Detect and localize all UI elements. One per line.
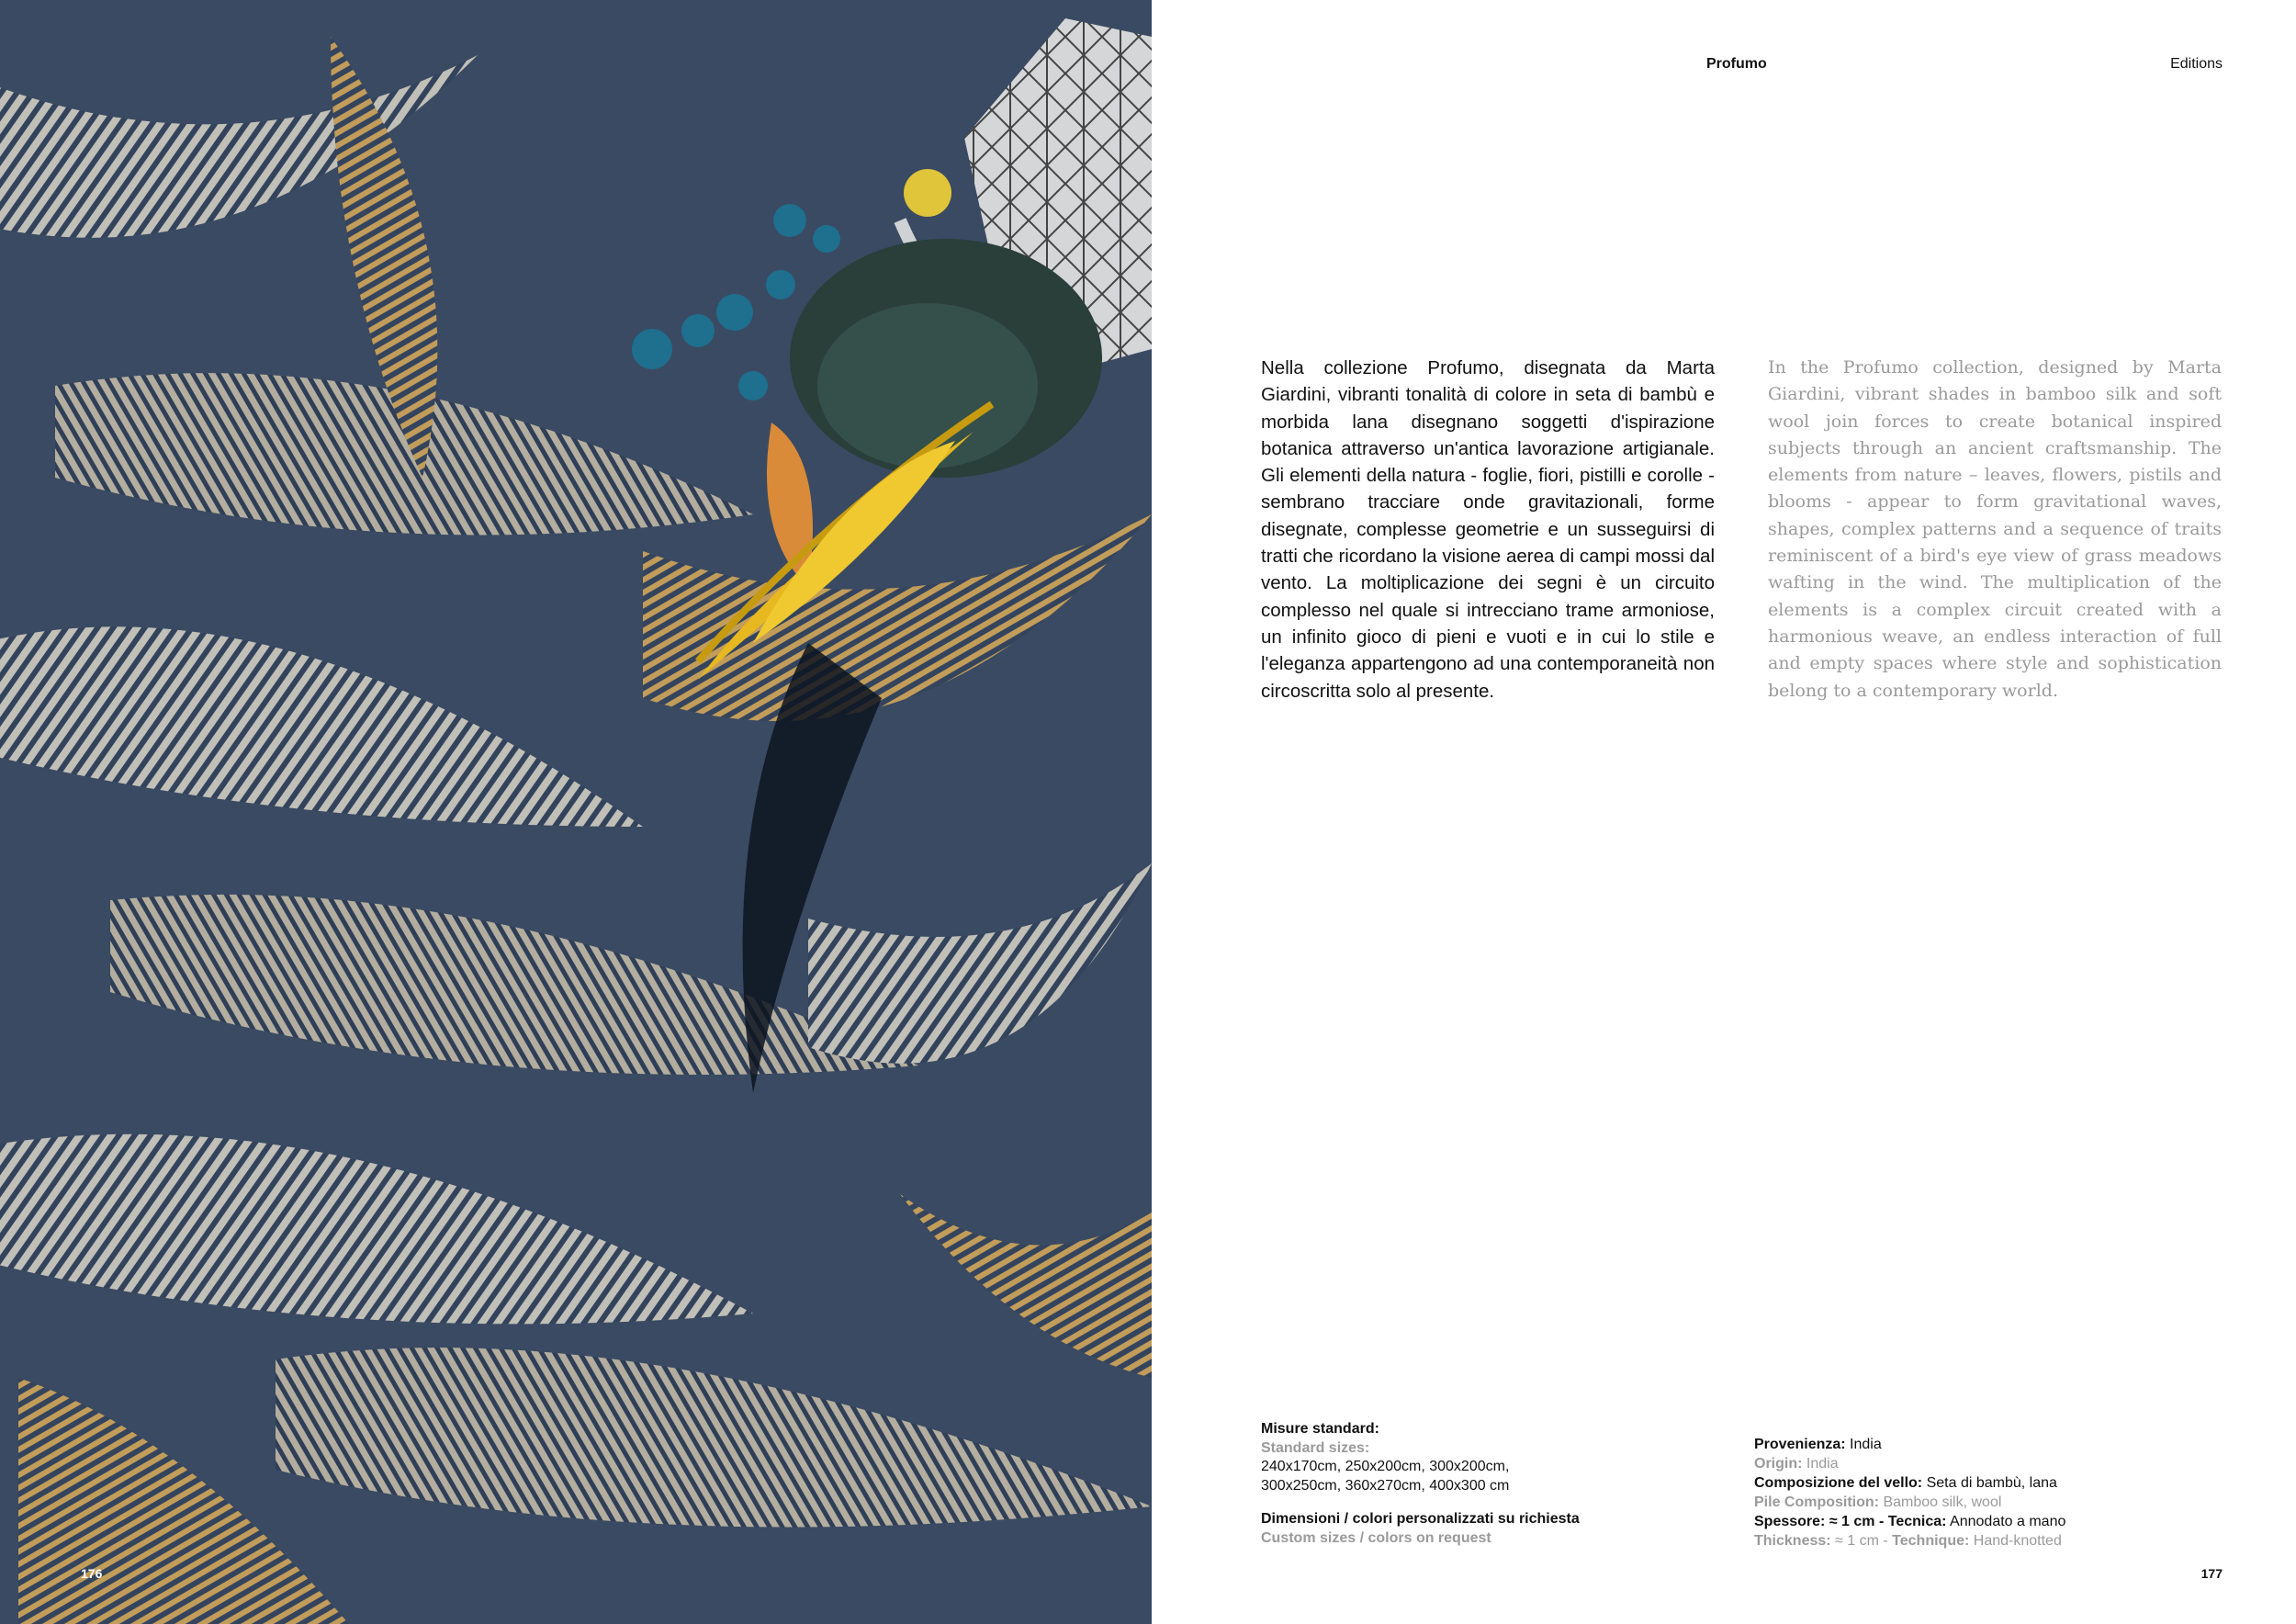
sizes-label-it: Misure standard: bbox=[1261, 1421, 1379, 1437]
specs-material bbox=[1754, 1435, 2232, 1551]
grass-bundle bbox=[790, 239, 1102, 478]
pile-en: Pile Composition: Bamboo silk, wool bbox=[1754, 1494, 2002, 1510]
section-title: Profumo bbox=[1706, 56, 1767, 72]
thickness-technique-en: Thickness: ≈ 1 cm - Technique: Hand-knotted bbox=[1754, 1533, 2062, 1549]
page-number-left: 176 bbox=[81, 1566, 103, 1581]
sizes-line-1: 240x170cm, 250x200cm, 300x200cm, bbox=[1261, 1459, 1510, 1474]
page-number-right: 177 bbox=[2200, 1566, 2223, 1581]
intro-english: In the Profumo collection, designed by Marta Giardini, vibrant shades in bamboo silk and soft wool join forces to create botanical inspired subjects through an ancient craftsmanship. The elements from nature – leaves, flowers, pistils and blooms - appear to form gravitational waves, shapes, complex patterns and a sequence of traits reminiscent of a bird's eye view of grass meadows wafting in the wind. The multiplication of the elements is a complex circuit created with a harmonious weave, an endless interaction of full and empty spaces where style and sophistication belong to a contemporary world. bbox=[1768, 357, 2222, 701]
origin-it: Provenienza: India bbox=[1754, 1437, 1882, 1452]
edition-label: Editions bbox=[2170, 56, 2223, 72]
custom-note-it: Dimensioni / colori personalizzati su richiesta bbox=[1261, 1511, 1580, 1527]
yellow-flower bbox=[904, 169, 951, 217]
custom-note-en: Custom sizes / colors on request bbox=[1261, 1529, 1491, 1546]
sizes-line-2: 300x250cm, 360x270cm, 400x300 cm bbox=[1261, 1477, 1510, 1494]
origin-en: Origin: India bbox=[1754, 1456, 1839, 1472]
specs-sizes bbox=[1261, 1420, 1693, 1548]
thickness-technique-it: Spessore: ≈ 1 cm - Tecnica: Annodato a mano bbox=[1754, 1514, 2066, 1529]
pile-it: Composizione del vello: Seta di bambù, lana bbox=[1754, 1475, 2057, 1491]
sizes-label-en: Standard sizes: bbox=[1261, 1439, 1370, 1456]
intro-italian: Nella collezione Profumo, disegnata da Marta Giardini, vibranti tonalità di colore in seta di bambù e morbida lana disegnano soggetti d'ispirazione botanica attraverso un'antica lavorazione artigianale. Gli elementi della natura - foglie, fiori, pistilli e corolle - sembrano tracciare onde gravitazionali, forme disegnate, complesse geometrie e un susseguirsi di tratti che ricordano la visione aerea di campi mossi dal vento. La moltiplicazione dei segni è un circuito complesso nel quale si intrecciano trame armoniose, un infinito gioco di pieni e vuoti e in cui lo stile e l'eleganza appartengono ad una contemporaneità non circoscritta solo al presente. bbox=[1261, 357, 1715, 702]
